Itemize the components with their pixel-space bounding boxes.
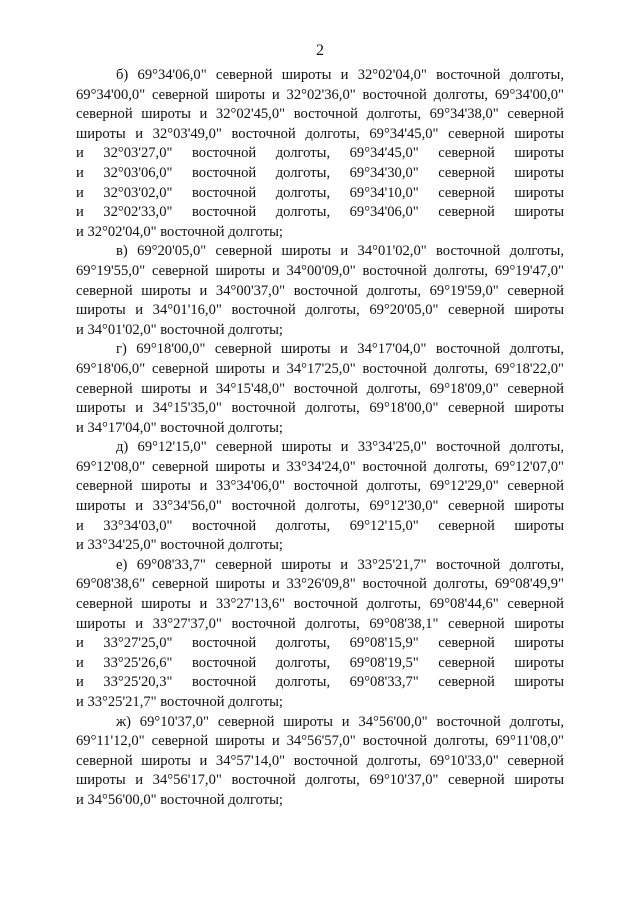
text-line: северной широты и 33°34'06,0" восточной долготы, 69°12'29,0" северной (76, 478, 564, 495)
text-line: и 33°25'26,6" восточной долготы, 69°08'19,5" северной широты (76, 654, 564, 671)
text-line: и 33°25'20,3" восточной долготы, 69°08'33,7" северной широты (76, 674, 564, 691)
text-line: 69°12'08,0" северной широты и 33°34'24,0" восточной долготы, 69°12'07,0" (76, 458, 564, 475)
text-line: 69°19'55,0" северной широты и 34°00'09,0" восточной долготы, 69°19'47,0" (76, 262, 564, 279)
text-line: широты и 32°03'49,0" восточной долготы, 69°34'45,0" северной широты (76, 125, 564, 142)
text-line: ж) 69°10'37,0" северной широты и 34°56'00,0" восточной долготы, (116, 713, 564, 730)
text-line: северной широты и 34°15'48,0" восточной долготы, 69°18'09,0" северной (76, 380, 564, 397)
text-line: северной широты и 33°27'13,6" восточной долготы, 69°08'44,6" северной (76, 596, 564, 613)
text-line: и 34°01'02,0" восточной долготы; (76, 321, 283, 338)
text-line: е) 69°08'33,7" северной широты и 33°25'21,7" восточной долготы, (116, 556, 564, 573)
text-line: широты и 33°27'37,0" восточной долготы, 69°08'38,1" северной широты (76, 615, 564, 632)
coordinate-paragraph (76, 438, 564, 556)
text-line: д) 69°12'15,0" северной широты и 33°34'25,0" восточной долготы, (116, 439, 564, 456)
text-line: северной широты и 34°00'37,0" восточной долготы, 69°19'59,0" северной (76, 282, 564, 299)
text-line: и 33°34'25,0" восточной долготы; (76, 537, 283, 554)
page-number: 2 (316, 42, 324, 59)
text-line: 69°11'12,0" северной широты и 34°56'57,0" восточной долготы, 69°11'08,0" (76, 733, 564, 750)
text-line: и 34°56'00,0" восточной долготы; (76, 791, 283, 808)
document-body (76, 66, 564, 811)
text-line: и 33°25'21,7" восточной долготы; (76, 694, 283, 710)
coordinate-paragraph (76, 556, 564, 713)
text-line: и 32°03'06,0" восточной долготы, 69°34'30,0" северной широты (76, 164, 564, 181)
coordinate-paragraph (76, 713, 564, 811)
text-line: в) 69°20'05,0" северной широты и 34°01'02,0" восточной долготы, (116, 243, 564, 260)
coordinate-paragraph (76, 66, 564, 242)
text-line: северной широты и 32°02'45,0" восточной долготы, 69°34'38,0" северной (76, 106, 564, 123)
text-line: 69°18'06,0" северной широты и 34°17'25,0" восточной долготы, 69°18'22,0" (76, 360, 564, 377)
text-line: 69°08'38,6" северной широты и 33°26'09,8" восточной долготы, 69°08'49,9" (76, 576, 564, 593)
text-line: б) 69°34'06,0" северной широты и 32°02'04,0" восточной долготы, (116, 67, 564, 83)
text-line: широты и 34°01'16,0" восточной долготы, 69°20'05,0" северной широты (76, 302, 564, 319)
text-line: и 33°27'25,0" восточной долготы, 69°08'15,9" северной широты (76, 635, 564, 652)
text-line: широты и 34°15'35,0" восточной долготы, 69°18'00,0" северной широты (76, 400, 564, 417)
text-line: и 32°03'27,0" восточной долготы, 69°34'45,0" северной широты (76, 145, 564, 162)
text-line: и 32°02'04,0" восточной долготы; (76, 223, 283, 240)
text-line: и 34°17'04,0" восточной долготы; (76, 419, 283, 436)
text-line: широты и 34°56'17,0" восточной долготы, 69°10'37,0" северной широты (76, 772, 564, 789)
text-line: г) 69°18'00,0" северной широты и 34°17'04,0" восточной долготы, (116, 341, 564, 358)
coordinate-paragraph (76, 242, 564, 340)
text-line: северной широты и 34°57'14,0" восточной долготы, 69°10'33,0" северной (76, 752, 564, 769)
text-line: и 32°02'33,0" восточной долготы, 69°34'06,0" северной широты (76, 204, 564, 221)
text-line: 69°34'00,0" северной широты и 32°02'36,0" восточной долготы, 69°34'00,0" (76, 86, 564, 103)
text-line: широты и 33°34'56,0" восточной долготы, 69°12'30,0" северной широты (76, 498, 564, 515)
text-line: и 32°03'02,0" восточной долготы, 69°34'10,0" северной широты (76, 184, 564, 201)
text-line: и 33°34'03,0" восточной долготы, 69°12'15,0" северной широты (76, 517, 564, 534)
coordinate-paragraph (76, 340, 564, 438)
